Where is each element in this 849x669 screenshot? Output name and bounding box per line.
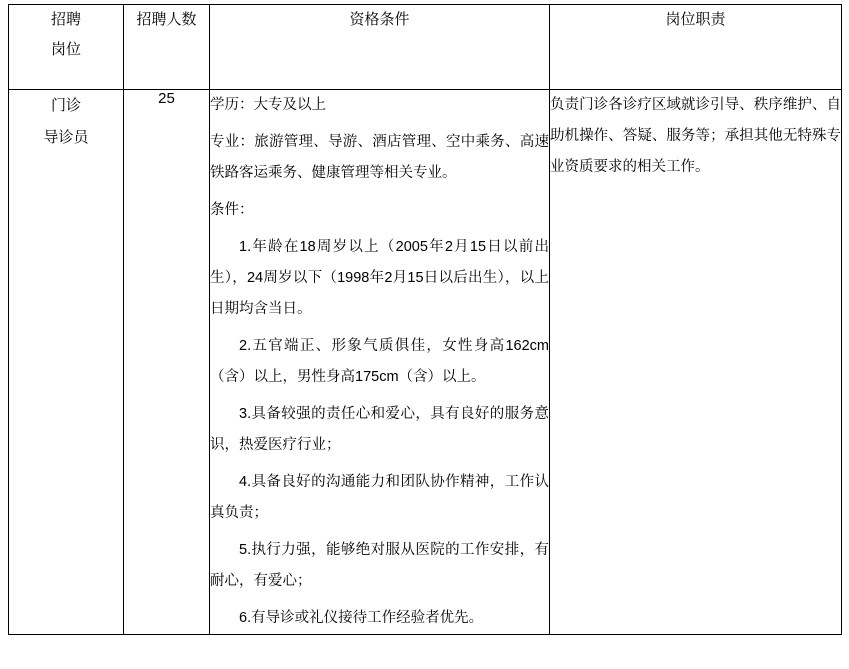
header-post-line1: 招聘 bbox=[50, 11, 81, 28]
qualification-item-6: 6.有导诊或礼仪接待工作经验者优先。 bbox=[239, 610, 484, 626]
qualification-item-3: 3.具备较强的责任心和爱心，具有良好的服务意识，热爱医疗行业； bbox=[210, 406, 549, 453]
header-post-line2: 岗位 bbox=[50, 41, 81, 58]
table-row bbox=[9, 90, 842, 635]
cell-qualification bbox=[210, 90, 550, 635]
qualification-conditions-label: 条件： bbox=[210, 202, 254, 218]
cell-post bbox=[9, 90, 124, 635]
header-duty: 岗位职责 bbox=[550, 5, 842, 90]
qualification-major: 专业：旅游管理、导游、酒店管理、空中乘务、高速铁路客运乘务、健康管理等相关专业。 bbox=[210, 134, 549, 181]
recruitment-table bbox=[8, 4, 842, 635]
header-post bbox=[9, 5, 124, 90]
post-line1: 门诊 bbox=[50, 97, 81, 114]
qualification-item-2: 2.五官端正、形象气质俱佳，女性身高162cm（含）以上，男性身高175cm（含）以上。 bbox=[210, 338, 549, 385]
header-count: 招聘人数 bbox=[124, 5, 210, 90]
header-qualification: 资格条件 bbox=[210, 5, 550, 90]
qualification-item-4: 4.具备良好的沟通能力和团队协作精神，工作认真负责； bbox=[210, 474, 549, 521]
cell-count: 25 bbox=[124, 90, 210, 635]
duty-text: 负责门诊各诊疗区域就诊引导、秩序维护、自助机操作、答疑、服务等；承担其他无特殊专业资质要求的相关工作。 bbox=[550, 97, 841, 175]
qualification-item-1: 1.年龄在18周岁以上（2005年2月15日以前出生），24周岁以下（1998年2月15日以后出生），以上日期均含当日。 bbox=[210, 239, 549, 317]
cell-duty bbox=[550, 90, 842, 635]
qualification-education: 学历：大专及以上 bbox=[210, 97, 326, 113]
table-header-row bbox=[9, 5, 842, 90]
qualification-item-5: 5.执行力强，能够绝对服从医院的工作安排，有耐心，有爱心； bbox=[210, 542, 549, 589]
post-line2: 导诊员 bbox=[43, 129, 89, 146]
